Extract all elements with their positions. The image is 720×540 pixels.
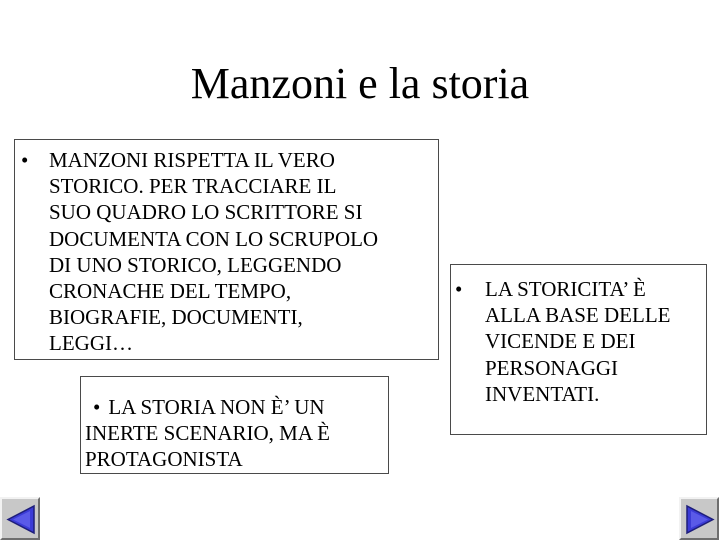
bullet-line (21, 304, 432, 330)
bullet-text: DI UNO STORICO, LEGGENDO (49, 252, 342, 277)
bullet-line (21, 278, 432, 304)
bullet-line (455, 381, 702, 407)
bullet-line (21, 252, 432, 278)
bullet-text: ALLA BASE DELLE (485, 303, 671, 328)
bullet-text: BIOGRAFIE, DOCUMENTI, (49, 305, 303, 330)
bottom-text-box (80, 376, 389, 474)
bullet-icon: • (21, 148, 29, 172)
slide-title: Manzoni e la storia (190, 59, 530, 108)
bullet-line (85, 420, 384, 446)
bullet-text: VICENDE E DEI (485, 329, 636, 354)
bullet-line (85, 394, 384, 420)
triangle-right-icon (684, 503, 716, 536)
bullet-text: CRONACHE DEL TEMPO, (49, 279, 292, 304)
bullet-icon: • (455, 277, 463, 301)
bullet-line (21, 147, 432, 173)
right-text-box (450, 264, 707, 435)
bullet-icon: • (93, 395, 101, 419)
triangle-left-icon (5, 503, 37, 536)
bullet-text: INERTE SCENARIO, MA È (85, 421, 330, 446)
bullet-text: PROTAGONISTA (85, 447, 243, 472)
bullet-line (85, 446, 384, 472)
bullet-line (455, 355, 702, 381)
bullet-line (21, 173, 432, 199)
next-slide-button[interactable] (679, 497, 719, 540)
bullet-line (455, 328, 702, 354)
bullet-text: MANZONI RISPETTA IL VERO (49, 148, 335, 172)
bullet-line (21, 199, 432, 225)
bullet-text: LA STORICITA’ È (485, 277, 646, 301)
main-text-box (14, 139, 439, 360)
bullet-text: INVENTATI. (485, 381, 600, 406)
bullet-text: SUO QUADRO LO SCRITTORE SI (49, 200, 363, 225)
bullet-line (455, 276, 702, 302)
bullet-line (455, 302, 702, 328)
bullet-text: LA STORIA NON È’ UN (108, 395, 325, 419)
bullet-text: STORICO. PER TRACCIARE IL (49, 174, 337, 199)
bullet-text: LEGGI… (49, 331, 133, 356)
bullet-line (21, 226, 432, 252)
previous-slide-button[interactable] (0, 497, 40, 540)
bullet-text: PERSONAGGI (485, 355, 619, 380)
bullet-line (21, 330, 432, 356)
bullet-text: DOCUMENTA CON LO SCRUPOLO (49, 226, 379, 251)
